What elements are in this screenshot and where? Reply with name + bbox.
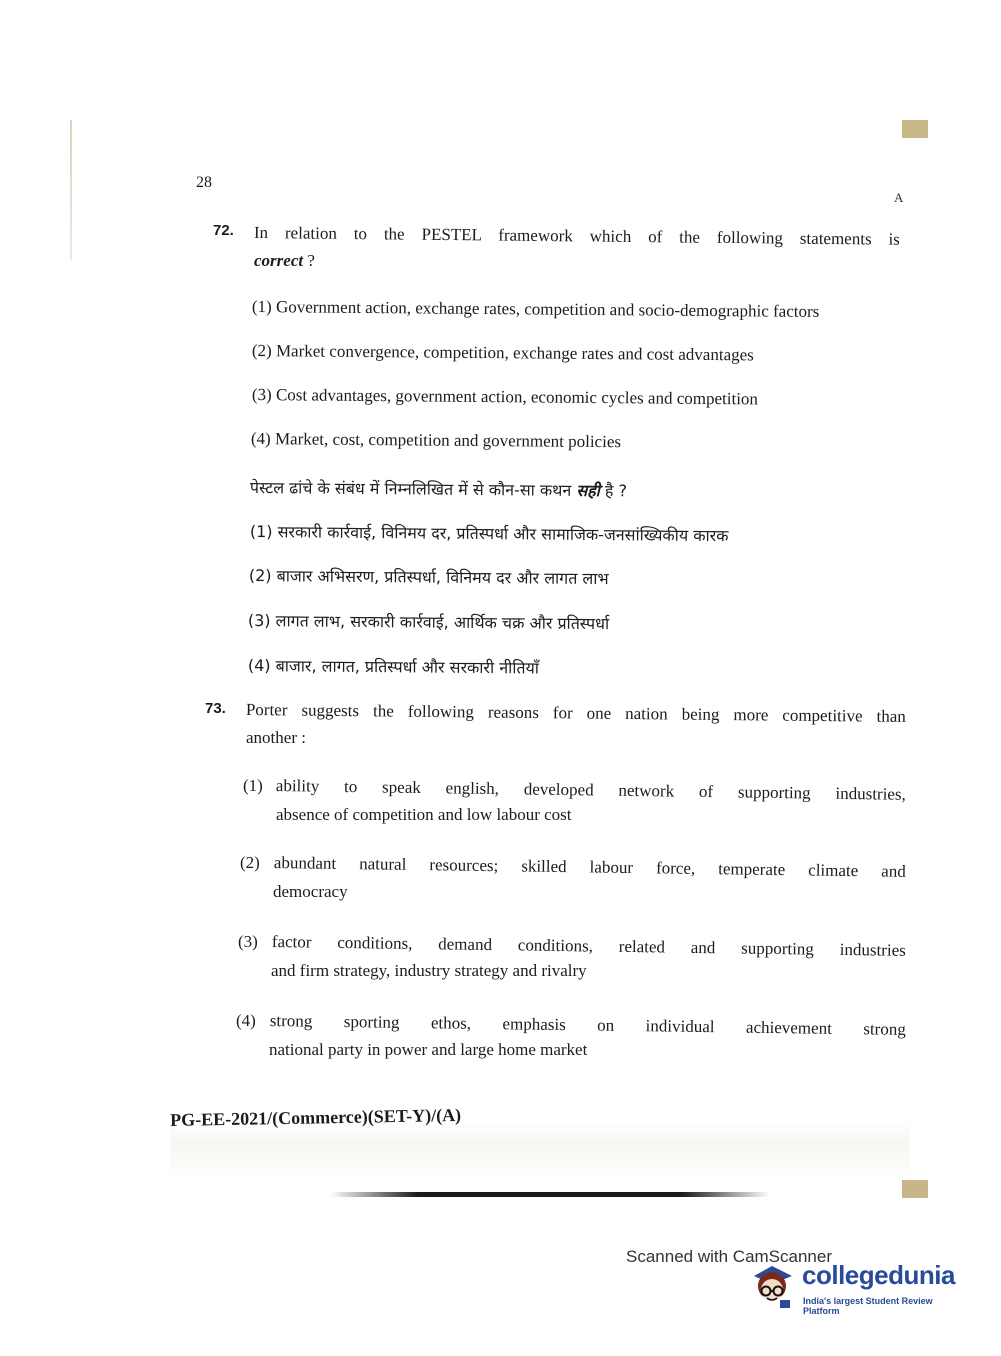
q72-option-hi-4: (4) बाजार, लागत, प्रतिस्पर्धा और सरकारी नीतियाँ [247,655,540,678]
side-letter: A [894,190,904,205]
question-72-stem-end [254,251,315,271]
student-mascot-icon [746,1256,798,1312]
collegedunia-logo [740,1250,970,1320]
q73-option-1-line1: ability to speak english, developed network of supporting industries, [275,776,906,804]
q72-option-en-1: (1) Government action, exchange rates, competition and socio-demographic factors [251,297,820,321]
q72-option-en-4: (4) Market, cost, competition and government policies [250,429,622,452]
question-73-stem: Porter suggests the following reasons for one nation being more competitive than [245,700,906,726]
q73-option-1-number: (1) [243,776,263,795]
scan-corner-top-right [902,120,928,138]
q72-hindi-start: पेस्टल ढांचे के संबंध में निम्नलिखित में से कौन-सा कथन [249,477,577,500]
q73-option-3-line1: factor conditions, demand conditions, related and supporting industries [271,932,906,960]
q73-option-3-line2: and firm strategy, industry strategy and rivalry [271,961,587,980]
logo-wordmark: collegedunia [802,1260,955,1290]
q73-option-2-number: (2) [240,853,260,872]
q73-option-4-line2: national party in power and large home market [269,1040,588,1059]
scan-corner-bottom-right [902,1180,928,1198]
question-number-72: 72. [213,222,234,239]
question-72-stem: In relation to the PESTEL framework which of the following statements is [253,223,900,249]
scan-edge-left [70,120,72,260]
q73-option-4-number: (4) [236,1011,256,1030]
q72-hindi-end: है ? [599,481,628,501]
question-72-emphasis: correct [254,251,304,270]
question-72-mark: ? [303,251,315,270]
q73-option-4-line1: strong sporting ethos, emphasis on individual achievement strong [269,1011,906,1039]
scan-bottom-edge [330,1192,770,1197]
q72-option-hi-3: (3) लागत लाभ, सरकारी कार्रवाई, आर्थिक चक्र और प्रतिस्पर्धा [247,610,610,634]
q73-option-2-line1: abundant natural resources; skilled labour force, temperate climate and [273,853,906,881]
q72-option-hi-1: (1) सरकारी कार्रवाई, विनिमय दर, प्रतिस्पर्धा और सामाजिक-जनसांख्यिकीय कारक [249,521,729,546]
q73-option-1-line2: absence of competition and low labour cost [276,805,572,824]
q72-hindi-emphasis: सही [576,480,600,501]
logo-tagline: India's largest Student Review Platform [803,1296,933,1316]
page-number: 28 [196,174,212,191]
paper-code-footer: PG-EE-2021/(Commerce)(SET-Y)/(A) [170,1104,462,1130]
q73-option-2-line2: democracy [273,882,348,901]
q72-option-en-2: (2) Market convergence, competition, exchange rates and cost advantages [251,341,754,365]
scanner-watermark-text: Scanned with CamScanner [626,1247,833,1266]
q72-option-hi-2: (2) बाजार अभिसरण, प्रतिस्पर्धा, विनिमय दर और लागत लाभ [248,565,609,589]
question-72-stem-hindi [250,476,627,501]
q72-option-en-3: (3) Cost advantages, government action, economic cycles and competition [251,385,759,409]
question-number-73: 73. [205,700,226,717]
q73-option-3-number: (3) [238,932,258,951]
question-73-stem-line2: another : [246,728,306,747]
